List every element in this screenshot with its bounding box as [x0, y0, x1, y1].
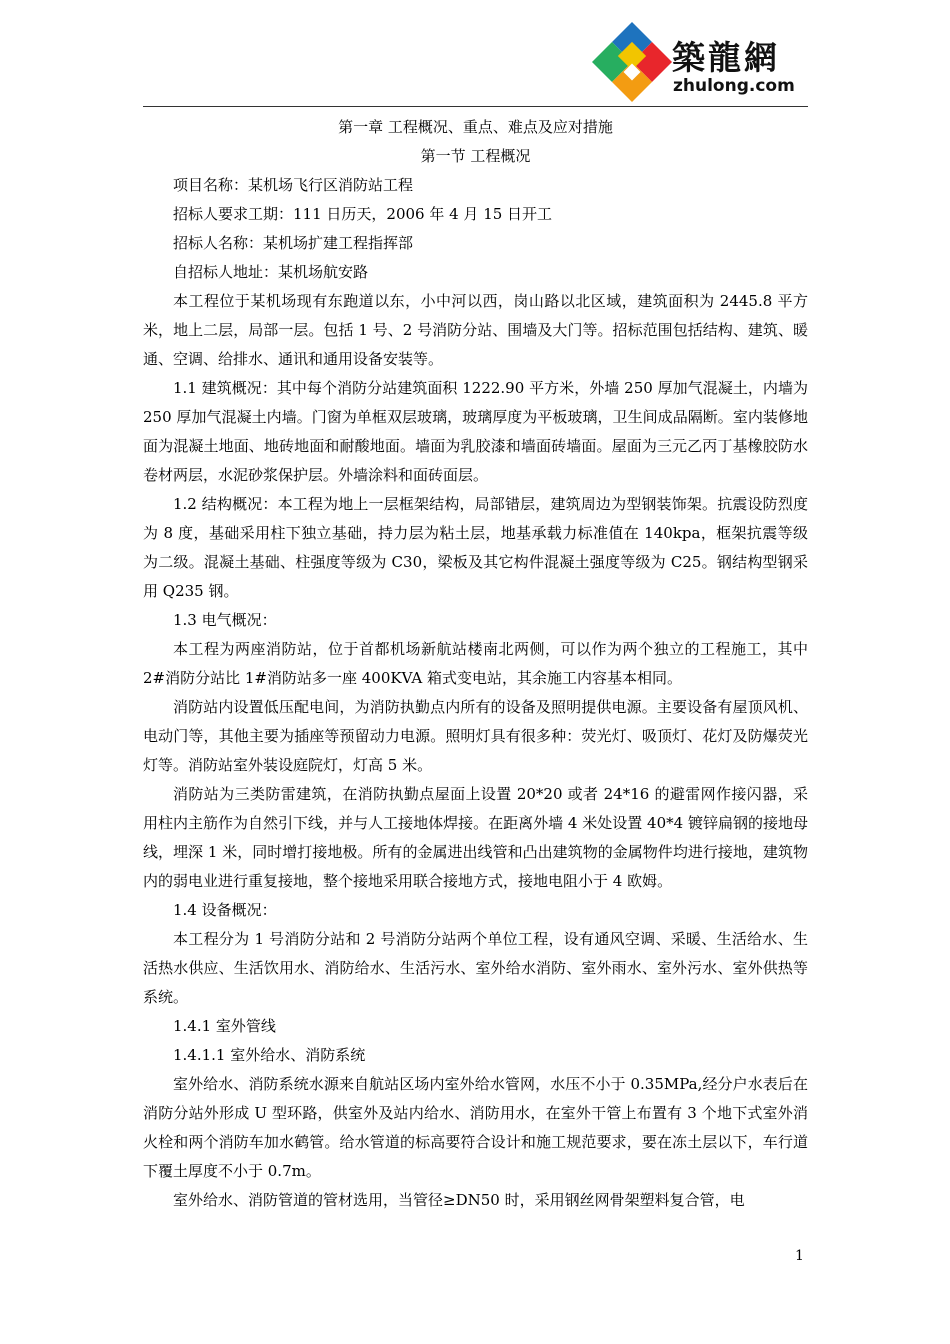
- section-title: 第一节 工程概况: [420, 147, 531, 165]
- logo-english-text: zhulong.com: [673, 76, 795, 96]
- equipment-heading: 1.4 设备概况：: [173, 901, 277, 919]
- water-paragraph-2: 室外给水、消防管道的管材选用，当管径≥DN50 时，采用钢丝网骨架塑料复合管，电: [173, 1191, 745, 1209]
- chapter-title: 第一章 工程概况、重点、难点及应对措施: [338, 118, 613, 136]
- intro-paragraph: 本工程位于某机场现有东跑道以东，小中河以西，岗山路以北区域，建筑面积为 2445.8 平方米，地上二层，局部一层。包括 1 号、2 号消防分站、围墙及大门等。招标范围包括结构、建筑、暖通、空调、给排水、通讯和通用设备安装等。: [143, 292, 808, 368]
- page-number: 1: [795, 1248, 804, 1264]
- equipment-paragraph: 本工程分为 1 号消防分站和 2 号消防分站两个单位工程，设有通风空调、采暖、生活给水、生活热水供应、生活饮用水、消防给水、生活污水、室外给水消防、室外雨水、室外污水、室外供热等系统。: [143, 930, 808, 1006]
- logo-chinese-text: 築龍網: [672, 38, 780, 77]
- electrical-paragraph-3: 消防站为三类防雷建筑，在消防执勤点屋面上设置 20*20 或者 24*16 的避雷网作接闪器，采用柱内主筋作为自然引下线，并与人工接地体焊接。在距离外墙 4 米处设置 40*4 镀锌扁钢的接地母线，埋深 1 米，同时增打接地极。所有的金属进出线管和凸出建筑物的金属物件均进行接地，建筑物内的弱电业进行重复接地，整个接地采用联合接地方式，接地电阻小于 4 欧姆。: [143, 785, 808, 890]
- zhulong-logo: [592, 18, 812, 104]
- cube-logo-icon: [592, 18, 672, 104]
- architecture-paragraph: 1.1 建筑概况：其中每个消防分站建筑面积 1222.90 平方米，外墙 250 厚加气混凝土，内墙为 250 厚加气混凝土内墙。门窗为单框双层玻璃，玻璃厚度为平板玻璃，卫生间成品隔断。室内装修地面为混凝土地面、地砖地面和耐酸地面。墙面为乳胶漆和墙面砖墙面。屋面为三元乙丙丁基橡胶防水卷材两层，水泥砂浆保护层。外墙涂料和面砖面层。: [143, 379, 808, 484]
- electrical-heading: 1.3 电气概况：: [173, 611, 277, 629]
- project-name: 项目名称：某机场飞行区消防站工程: [173, 176, 414, 194]
- water-paragraph-1: 室外给水、消防系统水源来自航站区场内室外给水管网，水压不小于 0.35MPa,经分户水表后在消防分站外形成 U 型环路，供室外及站内给水、消防用水，在室外干管上布置有 3 个地下式室外消火栓和两个消防车加水鹤管。给水管道的标高要符合设计和施工规范要求，要在冻土层以下，车行道下覆土厚度不小于 0.7m。: [143, 1075, 808, 1180]
- electrical-paragraph-2: 消防站内设置低压配电间，为消防执勤点内所有的设备及照明提供电源。主要设备有屋顶风机、电动门等，其他主要为插座等预留动力电源。照明灯具有很多种：荧光灯、吸顶灯、花灯及防爆荧光灯等。消防站室外装设庭院灯，灯高 5 米。: [143, 698, 808, 774]
- outdoor-pipe-heading: 1.4.1 室外管线: [173, 1017, 276, 1035]
- header-divider: [143, 106, 808, 107]
- water-fire-heading: 1.4.1.1 室外给水、消防系统: [173, 1046, 366, 1064]
- tenderer-name: 招标人名称：某机场扩建工程指挥部: [173, 234, 414, 252]
- tenderer-address: 自招标人地址：某机场航安路: [173, 263, 369, 281]
- electrical-paragraph-1: 本工程为两座消防站，位于首都机场新航站楼南北两侧，可以作为两个独立的工程施工，其中 2#消防分站比 1#消防站多一座 400KVA 箱式变电站，其余施工内容基本相同。: [143, 640, 808, 687]
- project-duration: 招标人要求工期：111 日历天，2006 年 4 月 15 日开工: [173, 205, 553, 223]
- structure-paragraph: 1.2 结构概况：本工程为地上一层框架结构，局部错层，建筑周边为型钢装饰架。抗震设防烈度为 8 度，基础采用柱下独立基础，持力层为粘土层，地基承载力标准值在 140kpa，框架抗震等级为二级。混凝土基础、柱强度等级为 C30，梁板及其它构件混凝土强度等级为 C25。钢结构型钢采用 Q235 钢。: [143, 495, 808, 600]
- document-body: [143, 113, 808, 1215]
